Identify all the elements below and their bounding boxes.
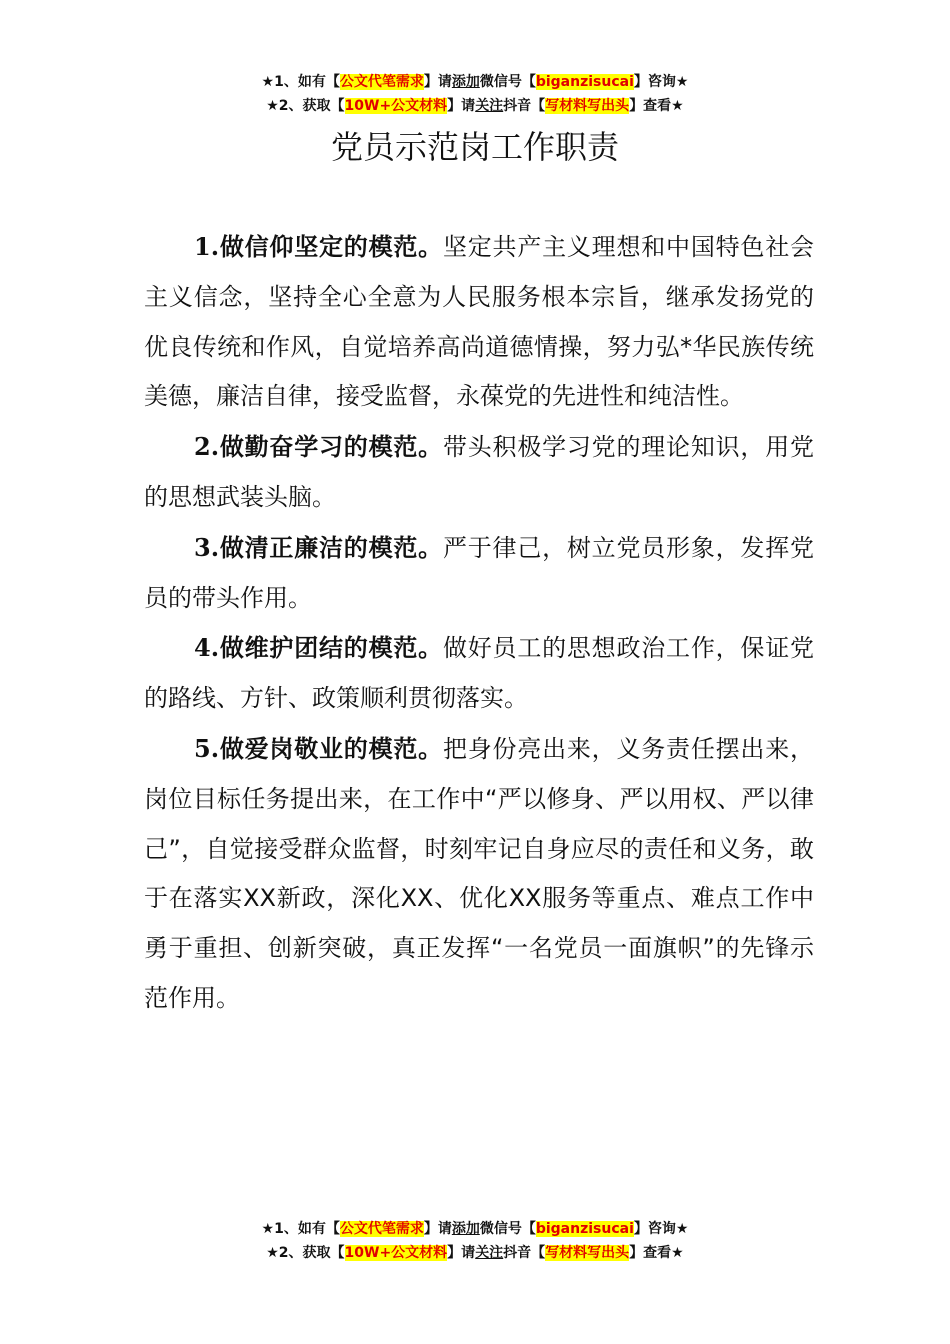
banner-line-1 <box>0 1217 950 1241</box>
banner-highlight: 公文代笔需求 <box>339 74 424 90</box>
header-banner <box>0 70 950 118</box>
banner-text: 】查看★ <box>629 1245 684 1261</box>
duty-heading <box>194 735 443 763</box>
banner-highlight: 写材料写出头 <box>545 1245 630 1261</box>
banner-text: ★1、如有【 <box>261 74 340 90</box>
duty-paragraph-3 <box>144 523 814 624</box>
duty-number: 3. <box>194 532 220 562</box>
banner-text: 微信号【 <box>479 74 536 90</box>
duty-number: 1. <box>194 232 220 261</box>
duty-heading-text: 做爱岗敬业的模范。 <box>219 734 443 763</box>
banner-underline: 添加 <box>451 74 480 90</box>
banner-text: 抖音【 <box>503 98 546 114</box>
banner-text: ★1、如有【 <box>261 1221 340 1237</box>
banner-text: 】咨询★ <box>633 74 689 90</box>
banner-text: 】请 <box>447 1245 476 1261</box>
banner-text: 抖音【 <box>503 1245 546 1261</box>
duty-heading <box>194 433 443 461</box>
banner-underline: 关注 <box>475 98 504 114</box>
duty-paragraph-5 <box>144 724 814 1024</box>
banner-text: 】咨询★ <box>633 1221 689 1237</box>
banner-highlight: 写材料写出头 <box>545 98 630 114</box>
duty-body: 做好员工的思想政治工作，保证党的路线、方针、政策顺利贯彻落实。 <box>144 634 814 713</box>
duty-body: 带头积极学习党的理论知识，用党的思想武装头脑。 <box>144 433 814 511</box>
banner-underline: 添加 <box>451 1221 480 1237</box>
banner-highlight: 公文代笔需求 <box>339 1221 424 1237</box>
document-body <box>144 222 814 1024</box>
footer-banner <box>0 1217 950 1265</box>
duty-heading-text: 做勤奋学习的模范。 <box>219 433 443 462</box>
duty-body: 严于律己，树立党员形象，发挥党员的带头作用。 <box>144 533 814 612</box>
banner-text: ★2、获取【 <box>266 98 345 114</box>
banner-highlight: biganzisucai <box>535 74 634 90</box>
duty-body: 坚定共产主义理想和中国特色社会主义信念，坚持全心全意为人民服务根本宗旨，继承发扬党的优良传统和作风，自觉培养高尚道德情操，努力弘*华民族传统美德，廉洁自律，接受监督，永葆党的先进性和纯洁性。 <box>144 233 814 411</box>
banner-line-2 <box>0 94 950 118</box>
banner-text: 微信号【 <box>479 1221 536 1237</box>
banner-underline: 关注 <box>475 1245 504 1261</box>
duty-number: 2. <box>194 432 220 462</box>
banner-text: 】查看★ <box>629 98 684 114</box>
duty-paragraph-1 <box>144 222 814 422</box>
banner-highlight: 10W+公文材料 <box>344 98 448 114</box>
banner-text: ★2、获取【 <box>266 1245 345 1261</box>
duty-paragraph-4 <box>144 623 814 724</box>
document-title: 党员示范岗工作职责 <box>330 128 619 166</box>
duty-body: 把身份亮出来，义务责任摆出来，岗位目标任务提出来，在工作中“严以修身、严以用权、严以律己”，自觉接受群众监督，时刻牢记自身应尽的责任和义务，敢于在落实XX新政，深化XX、优化XX服务等重点、难点工作中勇于重担、创新突破，真正发挥“一名党员一面旗帜”的先锋示范作用。 <box>144 734 814 1012</box>
duty-heading-text: 做清正廉洁的模范。 <box>219 533 443 562</box>
banner-text: 】请 <box>447 98 476 114</box>
banner-highlight: 10W+公文材料 <box>344 1245 448 1261</box>
banner-highlight: biganzisucai <box>535 1221 634 1237</box>
duty-number: 5. <box>194 733 220 763</box>
banner-line-1 <box>0 70 950 94</box>
duty-number: 4. <box>194 633 220 663</box>
duty-paragraph-2 <box>144 422 814 523</box>
duty-heading-text: 做维护团结的模范。 <box>219 634 443 663</box>
banner-text: 】请 <box>423 74 452 90</box>
duty-heading <box>194 634 443 662</box>
banner-text: 】请 <box>423 1221 452 1237</box>
banner-line-2 <box>0 1241 950 1265</box>
duty-heading <box>194 233 443 261</box>
duty-heading <box>194 534 443 562</box>
duty-heading-text: 做信仰坚定的模范。 <box>219 233 443 261</box>
